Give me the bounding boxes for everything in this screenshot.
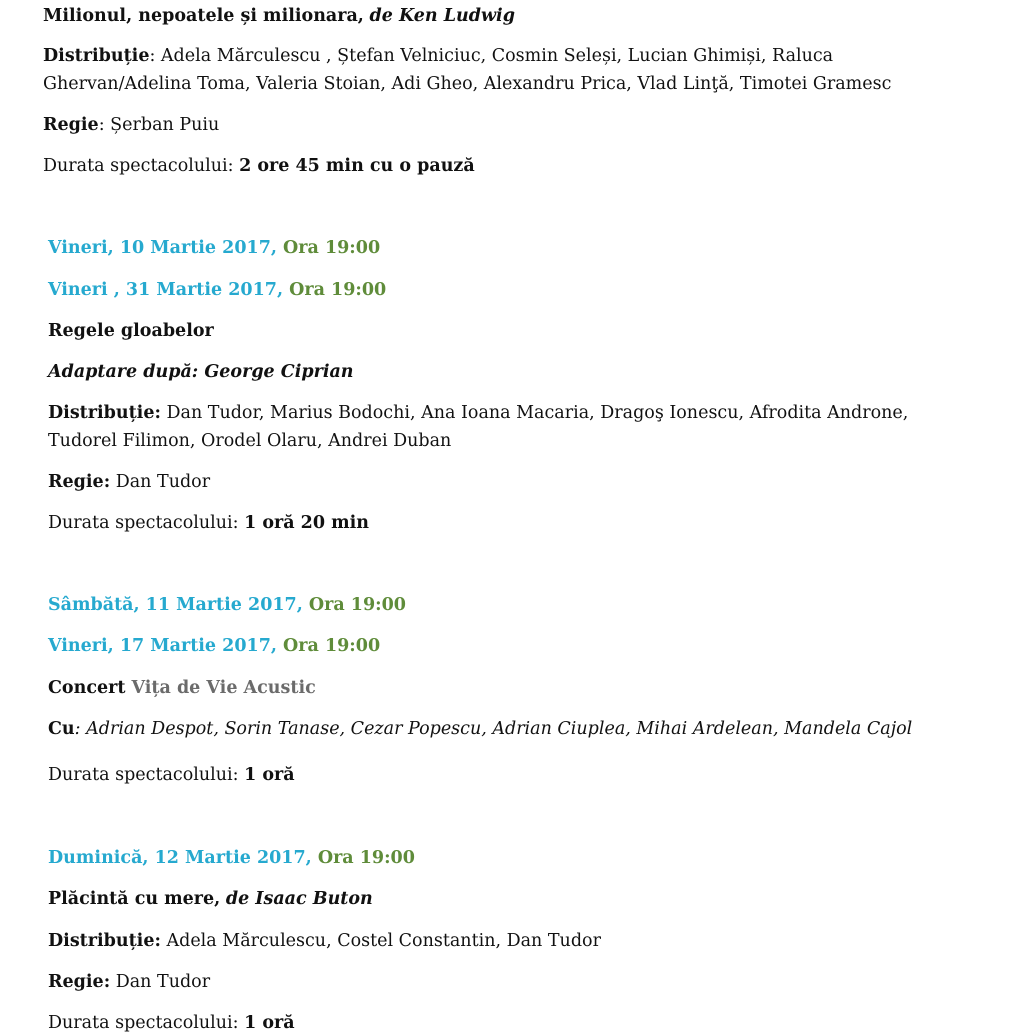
cast-names-continued: Ghervan/Adelina Toma, Valeria Stoian, Adi Gheo, Alexandru Prica, Vlad Linţă, Timotei Gramesc [43,74,892,94]
cast-names: Dan Tudor, Marius Bodochi, Ana Ioana Macaria, Dragoş Ionescu, Afrodita Androne, [160,403,909,423]
duration-line [48,512,369,534]
cast-line-continued [48,430,451,452]
director-label: Regie: [48,972,111,992]
duration-value: 1 oră [244,765,295,785]
date-time: Ora 19:00 [276,238,381,258]
performers-names: : Adrian Despot, Sorin Tanase, Cezar Popescu, Adrian Ciuplea, Mihai Ardelean, Mandela Cajol [74,719,913,739]
director-name: : Șerban Puiu [98,115,220,135]
duration-line [43,155,475,177]
director-line [48,971,210,993]
duration-line [48,764,295,786]
duration-value: 1 oră [244,1013,295,1033]
show-title-line [48,320,214,342]
performers-label: Cu [48,719,75,739]
show-title-line [48,888,373,910]
show-author: de Isaac Buton [225,889,373,909]
performance-date [48,594,406,616]
director-line [48,471,210,493]
performance-date [48,847,415,869]
cast-line [43,45,833,67]
duration-label: Durata spectacolului: [48,513,245,533]
date-time: Ora 19:00 [311,848,415,868]
duration-label: Durata spectacolului: [48,1013,245,1033]
date-time: Ora 19:00 [276,636,381,656]
show-title: Regele gloabelor [48,321,214,341]
date-day: Vineri, 17 Martie 2017, [48,636,277,656]
director-label: Regie [43,115,99,135]
duration-label: Durata spectacolului: [43,156,240,176]
show-title-line [43,5,515,27]
date-time: Ora 19:00 [283,280,387,300]
cast-names-continued: Tudorel Filimon, Orodel Olaru, Andrei Duban [48,431,452,451]
show-author: de Ken Ludwig [369,6,515,26]
show-title: Plăcintă cu mere, [48,889,221,909]
performance-date [48,237,380,259]
concert-name: Vița de Vie Acustic [131,678,316,698]
cast-names: : Adela Mărculescu , Ștefan Velniciuc, Cosmin Seleși, Lucian Ghimiși, Raluca [149,46,834,66]
show-title: Milionul, nepoatele și milionara, [43,6,364,26]
cast-names: Adela Mărculescu, Costel Constantin, Dan Tudor [160,931,601,951]
duration-value: 1 oră 20 min [244,513,370,533]
director-line [43,114,219,136]
performance-date [48,279,386,301]
cast-line [48,402,908,424]
adaptation-credit: Adaptare după: George Ciprian [48,362,354,382]
cast-line-continued [43,73,891,95]
cast-label: Distribuție: [48,403,161,423]
cast-label: Distribuție [43,46,150,66]
duration-value: 2 ore 45 min cu o pauză [239,156,475,176]
director-label: Regie: [48,472,111,492]
performers-line [48,718,912,740]
concert-label: Concert [48,678,132,698]
duration-line [48,1012,295,1034]
cast-line [48,930,601,952]
adaptation-line [48,361,354,383]
date-day: Duminică, 12 Martie 2017, [48,848,312,868]
date-day: Vineri , 31 Martie 2017, [48,280,284,300]
concert-line [48,677,316,699]
date-day: Sâmbătă, 11 Martie 2017, [48,595,303,615]
director-name: Dan Tudor [110,972,211,992]
performance-date [48,635,380,657]
cast-label: Distribuție: [48,931,161,951]
date-time: Ora 19:00 [302,595,406,615]
director-name: Dan Tudor [110,472,211,492]
duration-label: Durata spectacolului: [48,765,245,785]
date-day: Vineri, 10 Martie 2017, [48,238,277,258]
